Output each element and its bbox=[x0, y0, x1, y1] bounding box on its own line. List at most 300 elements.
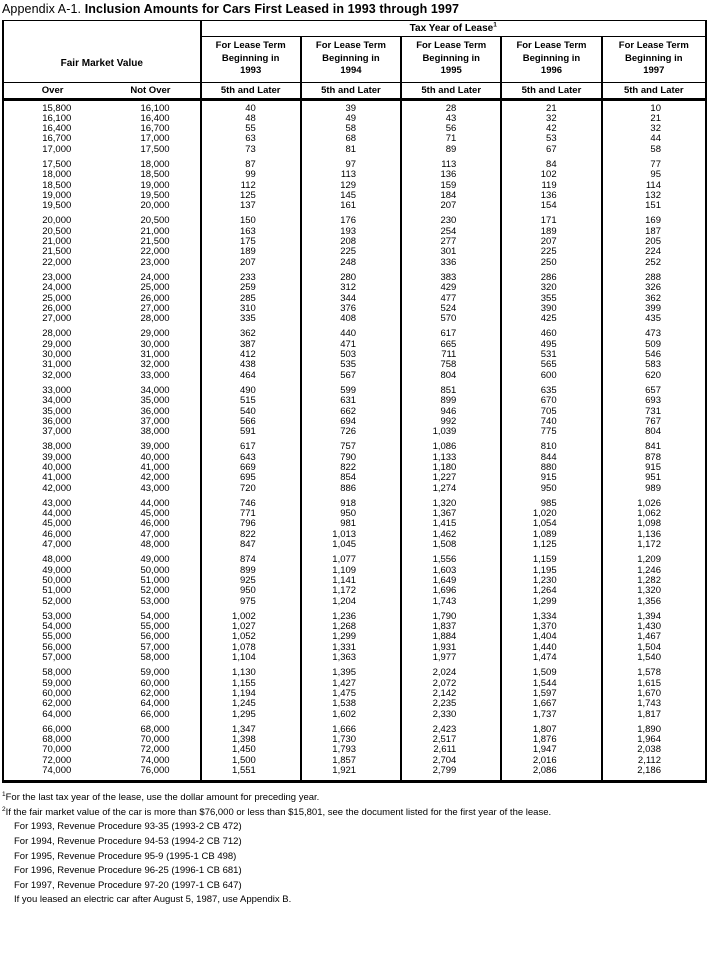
cell-1996: 495 bbox=[501, 340, 601, 350]
cell-not_over: 26,000 bbox=[140, 292, 170, 304]
cell-not_over: 18,500 bbox=[140, 169, 170, 181]
cell-over: 54,000 bbox=[42, 621, 72, 633]
cell-over: 66,000 bbox=[42, 723, 72, 735]
cell-1994: 918 bbox=[301, 499, 401, 509]
cell-1996: 84 bbox=[501, 160, 601, 170]
cell-not_over: 18,000 bbox=[140, 158, 170, 170]
cell-over: 17,000 bbox=[42, 143, 72, 155]
cell-1994: 145 bbox=[301, 191, 401, 201]
cell-1994: 599 bbox=[301, 386, 401, 396]
cell-1994: 1,427 bbox=[301, 679, 401, 689]
cell-over: 19,500 bbox=[42, 200, 72, 212]
cell-over: 52,000 bbox=[42, 595, 72, 607]
cell-1996: 21 bbox=[501, 104, 601, 114]
cell-1994: 129 bbox=[301, 181, 401, 191]
lease-term-1994-header: For Lease Term Beginning in 1994 bbox=[301, 37, 401, 83]
cell-1994: 503 bbox=[301, 350, 401, 360]
cell-1994: 1,475 bbox=[301, 689, 401, 699]
cell-1994: 1,857 bbox=[301, 756, 401, 766]
cell-1996: 1,230 bbox=[501, 576, 601, 586]
cell-not_over: 59,000 bbox=[140, 667, 170, 679]
cell-1997: 2,186 bbox=[602, 766, 706, 776]
cell-over: 58,000 bbox=[42, 667, 72, 679]
cell-1993: 1,027 bbox=[201, 622, 301, 632]
cell-1996: 1,807 bbox=[501, 725, 601, 735]
cell-1994: 726 bbox=[301, 427, 401, 437]
cell-over: 34,000 bbox=[42, 395, 72, 407]
cell-1996: 1,299 bbox=[501, 597, 601, 607]
cell-1996: 1,474 bbox=[501, 653, 601, 663]
cell-1996: 844 bbox=[501, 453, 601, 463]
cell-over: 37,000 bbox=[42, 426, 72, 438]
cell-1993: 189 bbox=[201, 247, 301, 257]
cell-not_over: 16,400 bbox=[140, 112, 170, 124]
tax-year-of-lease-header: Tax Year of Lease$^1$ bbox=[201, 21, 706, 37]
cell-1997: 1,817 bbox=[602, 710, 706, 720]
cell-1993: 1,130 bbox=[201, 668, 301, 678]
cell-1996: 740 bbox=[501, 417, 601, 427]
cell-1993: 438 bbox=[201, 360, 301, 370]
cell-1995: 383 bbox=[401, 273, 501, 283]
cell-1997: 583 bbox=[602, 360, 706, 370]
cell-1995: 711 bbox=[401, 350, 501, 360]
cell-1996: 1,544 bbox=[501, 679, 601, 689]
cell-1993: 175 bbox=[201, 237, 301, 247]
cell-1994: 854 bbox=[301, 473, 401, 483]
cell-1994: 193 bbox=[301, 227, 401, 237]
cell-1994: 1,331 bbox=[301, 643, 401, 653]
cell-over: 51,000 bbox=[42, 585, 72, 597]
cell-1993: 40 bbox=[201, 104, 301, 114]
cell-not_over: 76,000 bbox=[140, 765, 170, 777]
cell-not_over: 52,000 bbox=[140, 585, 170, 597]
cell-not_over: 31,000 bbox=[140, 349, 170, 361]
footnotes bbox=[2, 790, 721, 908]
cell-1997: 1,743 bbox=[602, 699, 706, 709]
cell-1997: 399 bbox=[602, 304, 706, 314]
cell-1993: 1,551 bbox=[201, 766, 301, 776]
cell-1996: 1,054 bbox=[501, 519, 601, 529]
cell-1995: 230 bbox=[401, 216, 501, 226]
cell-1994: 1,921 bbox=[301, 766, 401, 776]
term-sublabel-1994: 5th and Later bbox=[301, 82, 401, 99]
cell-1995: 946 bbox=[401, 407, 501, 417]
cell-1995: 254 bbox=[401, 227, 501, 237]
cell-over: 42,000 bbox=[42, 482, 72, 494]
cell-1995: 1,227 bbox=[401, 473, 501, 483]
cell-over: 19,000 bbox=[42, 189, 72, 201]
cell-1997: 1,430 bbox=[602, 622, 706, 632]
cell-1997: 132 bbox=[602, 191, 706, 201]
cell-1994: 97 bbox=[301, 160, 401, 170]
cell-1993: 720 bbox=[201, 484, 301, 494]
cell-over: 40,000 bbox=[42, 462, 72, 473]
cell-1997: 326 bbox=[602, 283, 706, 293]
cell-1993: 285 bbox=[201, 294, 301, 304]
cell-1993: 387 bbox=[201, 340, 301, 350]
cell-1997: 1,394 bbox=[602, 612, 706, 622]
page-title bbox=[1, 1, 721, 20]
cell-1996: 1,159 bbox=[501, 555, 601, 565]
cell-1996: 2,086 bbox=[501, 766, 601, 776]
cell-1995: 1,556 bbox=[401, 555, 501, 565]
cell-1995: 1,086 bbox=[401, 442, 501, 452]
cell-over: 15,800 bbox=[42, 102, 72, 114]
cell-1997: 252 bbox=[602, 258, 706, 268]
cell-1997: 878 bbox=[602, 453, 706, 463]
cell-1995: 1,039 bbox=[401, 427, 501, 437]
cell-not_over: 17,500 bbox=[140, 143, 170, 155]
cell-not_over: 22,000 bbox=[140, 246, 170, 258]
footnote-list bbox=[2, 820, 721, 908]
cell-1995: 301 bbox=[401, 247, 501, 257]
cell-1994: 631 bbox=[301, 396, 401, 406]
cell-not_over: 19,500 bbox=[140, 189, 170, 201]
cell-1997: 1,026 bbox=[602, 499, 706, 509]
cell-over: 74,000 bbox=[42, 765, 72, 777]
table-row bbox=[3, 540, 706, 550]
footnote-item: For 1995, Revenue Procedure 95-9 (1995-1 CB 498) bbox=[14, 850, 237, 862]
cell-1993: 55 bbox=[201, 124, 301, 134]
cell-1997: 95 bbox=[602, 170, 706, 180]
cell-1996: 102 bbox=[501, 170, 601, 180]
cell-1996: 119 bbox=[501, 181, 601, 191]
cell-over: 21,000 bbox=[42, 236, 72, 248]
cell-not_over: 72,000 bbox=[140, 744, 170, 756]
footnote-2-mark: 2 bbox=[2, 806, 6, 814]
cell-1993: 899 bbox=[201, 566, 301, 576]
cell-1995: 524 bbox=[401, 304, 501, 314]
cell-over: 70,000 bbox=[42, 744, 72, 756]
cell-1995: 1,790 bbox=[401, 612, 501, 622]
cell-over: 46,000 bbox=[42, 528, 72, 540]
table-row bbox=[3, 653, 706, 663]
cell-1994: 81 bbox=[301, 145, 401, 155]
cell-1994: 1,538 bbox=[301, 699, 401, 709]
cell-1993: 137 bbox=[201, 201, 301, 211]
table-row bbox=[3, 597, 706, 607]
cell-not_over: 25,000 bbox=[140, 282, 170, 294]
cell-not_over: 44,000 bbox=[140, 497, 170, 509]
table-row bbox=[3, 396, 706, 406]
cell-over: 53,000 bbox=[42, 610, 72, 622]
cell-1997: 10 bbox=[602, 104, 706, 114]
cell-1997: 989 bbox=[602, 484, 706, 494]
cell-1994: 662 bbox=[301, 407, 401, 417]
cell-1994: 757 bbox=[301, 442, 401, 452]
cell-1995: 1,977 bbox=[401, 653, 501, 663]
cell-1994: 694 bbox=[301, 417, 401, 427]
cell-1993: 1,155 bbox=[201, 679, 301, 689]
cell-over: 62,000 bbox=[42, 698, 72, 710]
cell-1997: 1,172 bbox=[602, 540, 706, 550]
cell-1995: 2,704 bbox=[401, 756, 501, 766]
cell-1995: 851 bbox=[401, 386, 501, 396]
cell-1996: 189 bbox=[501, 227, 601, 237]
cell-1993: 1,295 bbox=[201, 710, 301, 720]
cell-1995: 665 bbox=[401, 340, 501, 350]
cell-1994: 225 bbox=[301, 247, 401, 257]
cell-1995: 56 bbox=[401, 124, 501, 134]
cell-1996: 1,404 bbox=[501, 632, 601, 642]
cell-not_over: 21,500 bbox=[140, 236, 170, 248]
lease-term-1995-header: For Lease Term Beginning in 1995 bbox=[401, 37, 501, 83]
cell-1993: 48 bbox=[201, 114, 301, 124]
table-row bbox=[3, 314, 706, 324]
cell-1994: 567 bbox=[301, 371, 401, 381]
cell-over: 45,000 bbox=[42, 518, 72, 530]
cell-1996: 1,089 bbox=[501, 530, 601, 540]
cell-1996: 985 bbox=[501, 499, 601, 509]
cell-1997: 1,578 bbox=[602, 668, 706, 678]
cell-1994: 1,793 bbox=[301, 745, 401, 755]
term-sublabel-1993: 5th and Later bbox=[201, 82, 301, 99]
cell-1994: 68 bbox=[301, 134, 401, 144]
cell-1996: 1,195 bbox=[501, 566, 601, 576]
cell-1996: 1,020 bbox=[501, 509, 601, 519]
table-row bbox=[3, 145, 706, 155]
cell-1997: 473 bbox=[602, 329, 706, 339]
cell-1997: 804 bbox=[602, 427, 706, 437]
cell-over: 49,000 bbox=[42, 564, 72, 576]
cell-not_over: 60,000 bbox=[140, 677, 170, 689]
cell-1995: 159 bbox=[401, 181, 501, 191]
cell-1994: 1,204 bbox=[301, 597, 401, 607]
spacer-row bbox=[3, 776, 706, 782]
cell-not_over: 46,000 bbox=[140, 518, 170, 530]
cell-1993: 822 bbox=[201, 530, 301, 540]
cell-1993: 99 bbox=[201, 170, 301, 180]
cell-1997: 841 bbox=[602, 442, 706, 452]
cell-over: 48,000 bbox=[42, 554, 72, 566]
cell-1993: 617 bbox=[201, 442, 301, 452]
cell-1993: 695 bbox=[201, 473, 301, 483]
cell-not_over: 19,000 bbox=[140, 179, 170, 191]
footnote-ref-1: 1 bbox=[493, 21, 497, 29]
cell-1997: 187 bbox=[602, 227, 706, 237]
cell-1996: 225 bbox=[501, 247, 601, 257]
cell-not_over: 39,000 bbox=[140, 441, 170, 453]
cell-1993: 310 bbox=[201, 304, 301, 314]
cell-1994: 1,172 bbox=[301, 586, 401, 596]
cell-not_over: 45,000 bbox=[140, 508, 170, 520]
cell-1995: 207 bbox=[401, 201, 501, 211]
cell-1995: 1,884 bbox=[401, 632, 501, 642]
cell-1994: 1,666 bbox=[301, 725, 401, 735]
table-row bbox=[3, 427, 706, 437]
cell-over: 38,000 bbox=[42, 441, 72, 453]
cell-over: 57,000 bbox=[42, 652, 72, 664]
cell-not_over: 30,000 bbox=[140, 338, 170, 350]
cell-1993: 233 bbox=[201, 273, 301, 283]
table-row bbox=[3, 484, 706, 494]
cell-1994: 1,045 bbox=[301, 540, 401, 550]
cell-not_over: 43,000 bbox=[140, 482, 170, 494]
cell-1997: 288 bbox=[602, 273, 706, 283]
cell-1993: 1,078 bbox=[201, 643, 301, 653]
lease-term-1993-header: For Lease Term Beginning in 1993 bbox=[201, 37, 301, 83]
cell-1993: 87 bbox=[201, 160, 301, 170]
cell-over: 20,500 bbox=[42, 225, 72, 237]
cell-1993: 335 bbox=[201, 314, 301, 324]
cell-not_over: 33,000 bbox=[140, 369, 170, 381]
cell-1993: 925 bbox=[201, 576, 301, 586]
cell-over: 24,000 bbox=[42, 282, 72, 294]
cell-1993: 125 bbox=[201, 191, 301, 201]
cell-not_over: 20,500 bbox=[140, 215, 170, 227]
cell-1993: 1,398 bbox=[201, 735, 301, 745]
cell-1997: 951 bbox=[602, 473, 706, 483]
cell-1996: 67 bbox=[501, 145, 601, 155]
cell-1995: 477 bbox=[401, 294, 501, 304]
cell-not_over: 64,000 bbox=[140, 698, 170, 710]
cell-1996: 1,876 bbox=[501, 735, 601, 745]
cell-not_over: 27,000 bbox=[140, 302, 170, 314]
cell-1993: 1,104 bbox=[201, 653, 301, 663]
cell-over: 36,000 bbox=[42, 415, 72, 427]
cell-1995: 804 bbox=[401, 371, 501, 381]
cell-not_over: 37,000 bbox=[140, 415, 170, 427]
cell-1995: 758 bbox=[401, 360, 501, 370]
cell-1997: 114 bbox=[602, 181, 706, 191]
cell-1996: 635 bbox=[501, 386, 601, 396]
cell-1996: 1,264 bbox=[501, 586, 601, 596]
cell-1995: 1,603 bbox=[401, 566, 501, 576]
cell-1994: 1,363 bbox=[301, 653, 401, 663]
cell-1993: 540 bbox=[201, 407, 301, 417]
lease-term-1996-header: For Lease Term Beginning in 1996 bbox=[501, 37, 601, 83]
cell-1993: 669 bbox=[201, 463, 301, 473]
cell-1993: 1,500 bbox=[201, 756, 301, 766]
cell-not_over: 35,000 bbox=[140, 395, 170, 407]
cell-1996: 286 bbox=[501, 273, 601, 283]
cell-over: 59,000 bbox=[42, 677, 72, 689]
cell-1995: 1,743 bbox=[401, 597, 501, 607]
cell-1995: 89 bbox=[401, 145, 501, 155]
cell-1994: 471 bbox=[301, 340, 401, 350]
cell-1995: 2,072 bbox=[401, 679, 501, 689]
cell-1993: 796 bbox=[201, 519, 301, 529]
cell-1997: 915 bbox=[602, 463, 706, 473]
cell-1996: 42 bbox=[501, 124, 601, 134]
cell-1997: 1,540 bbox=[602, 653, 706, 663]
cell-1994: 176 bbox=[301, 216, 401, 226]
cell-1993: 566 bbox=[201, 417, 301, 427]
cell-not_over: 23,000 bbox=[140, 256, 170, 268]
cell-over: 28,000 bbox=[42, 328, 72, 340]
cell-1994: 1,395 bbox=[301, 668, 401, 678]
cell-1994: 886 bbox=[301, 484, 401, 494]
cell-1994: 376 bbox=[301, 304, 401, 314]
cell-1994: 1,077 bbox=[301, 555, 401, 565]
cell-1993: 362 bbox=[201, 329, 301, 339]
cell-1995: 2,799 bbox=[401, 766, 501, 776]
over-column-header: Over bbox=[3, 82, 101, 99]
header-row-tax-year bbox=[3, 21, 706, 37]
cell-1997: 224 bbox=[602, 247, 706, 257]
cell-1997: 1,964 bbox=[602, 735, 706, 745]
table-row bbox=[3, 766, 706, 776]
cell-1997: 169 bbox=[602, 216, 706, 226]
cell-1995: 1,696 bbox=[401, 586, 501, 596]
inclusion-amounts-table bbox=[2, 20, 707, 783]
table-row bbox=[3, 699, 706, 709]
cell-1997: 1,890 bbox=[602, 725, 706, 735]
cell-not_over: 58,000 bbox=[140, 652, 170, 664]
cell-1996: 171 bbox=[501, 216, 601, 226]
cell-1994: 280 bbox=[301, 273, 401, 283]
cell-1994: 49 bbox=[301, 114, 401, 124]
cell-1996: 1,509 bbox=[501, 668, 601, 678]
cell-not_over: 29,000 bbox=[140, 328, 170, 340]
cell-1995: 184 bbox=[401, 191, 501, 201]
cell-1993: 150 bbox=[201, 216, 301, 226]
cell-1997: 44 bbox=[602, 134, 706, 144]
cell-over: 35,000 bbox=[42, 405, 72, 417]
cell-over: 33,000 bbox=[42, 384, 72, 396]
cell-1993: 950 bbox=[201, 586, 301, 596]
lease-term-1997-header: For Lease Term Beginning in 1997 bbox=[602, 37, 706, 83]
cell-1997: 546 bbox=[602, 350, 706, 360]
cell-1997: 1,246 bbox=[602, 566, 706, 576]
cell-1993: 73 bbox=[201, 145, 301, 155]
cell-over: 32,000 bbox=[42, 369, 72, 381]
cell-1997: 1,615 bbox=[602, 679, 706, 689]
cell-1993: 63 bbox=[201, 134, 301, 144]
cell-over: 64,000 bbox=[42, 708, 72, 720]
cell-not_over: 62,000 bbox=[140, 687, 170, 699]
cell-1995: 2,423 bbox=[401, 725, 501, 735]
cell-1994: 981 bbox=[301, 519, 401, 529]
term-sublabel-1997: 5th and Later bbox=[602, 82, 706, 99]
cell-1996: 915 bbox=[501, 473, 601, 483]
cell-not_over: 74,000 bbox=[140, 754, 170, 766]
cell-1995: 2,024 bbox=[401, 668, 501, 678]
cell-not_over: 40,000 bbox=[140, 451, 170, 463]
cell-over: 16,700 bbox=[42, 133, 72, 145]
cell-not_over: 55,000 bbox=[140, 621, 170, 633]
cell-1995: 1,320 bbox=[401, 499, 501, 509]
cell-over: 56,000 bbox=[42, 641, 72, 653]
cell-over: 18,000 bbox=[42, 169, 72, 181]
cell-1997: 657 bbox=[602, 386, 706, 396]
cell-over: 21,500 bbox=[42, 246, 72, 258]
cell-1997: 1,356 bbox=[602, 597, 706, 607]
cell-1993: 515 bbox=[201, 396, 301, 406]
cell-1996: 250 bbox=[501, 258, 601, 268]
cell-over: 16,400 bbox=[42, 123, 72, 135]
cell-1996: 600 bbox=[501, 371, 601, 381]
cell-1996: 775 bbox=[501, 427, 601, 437]
cell-1995: 28 bbox=[401, 104, 501, 114]
cell-1996: 670 bbox=[501, 396, 601, 406]
cell-1996: 355 bbox=[501, 294, 601, 304]
cell-1995: 2,611 bbox=[401, 745, 501, 755]
cell-1993: 1,450 bbox=[201, 745, 301, 755]
cell-over: 55,000 bbox=[42, 631, 72, 643]
table-row bbox=[3, 283, 706, 293]
cell-1993: 207 bbox=[201, 258, 301, 268]
cell-1993: 163 bbox=[201, 227, 301, 237]
cell-1995: 2,235 bbox=[401, 699, 501, 709]
cell-1993: 1,194 bbox=[201, 689, 301, 699]
term-sublabel-1996: 5th and Later bbox=[501, 82, 601, 99]
cell-not_over: 68,000 bbox=[140, 723, 170, 735]
cell-not_over: 16,700 bbox=[140, 123, 170, 135]
footnote-item: For 1997, Revenue Procedure 97-20 (1997-1 CB 647) bbox=[14, 879, 242, 891]
cell-1996: 53 bbox=[501, 134, 601, 144]
cell-1997: 58 bbox=[602, 145, 706, 155]
